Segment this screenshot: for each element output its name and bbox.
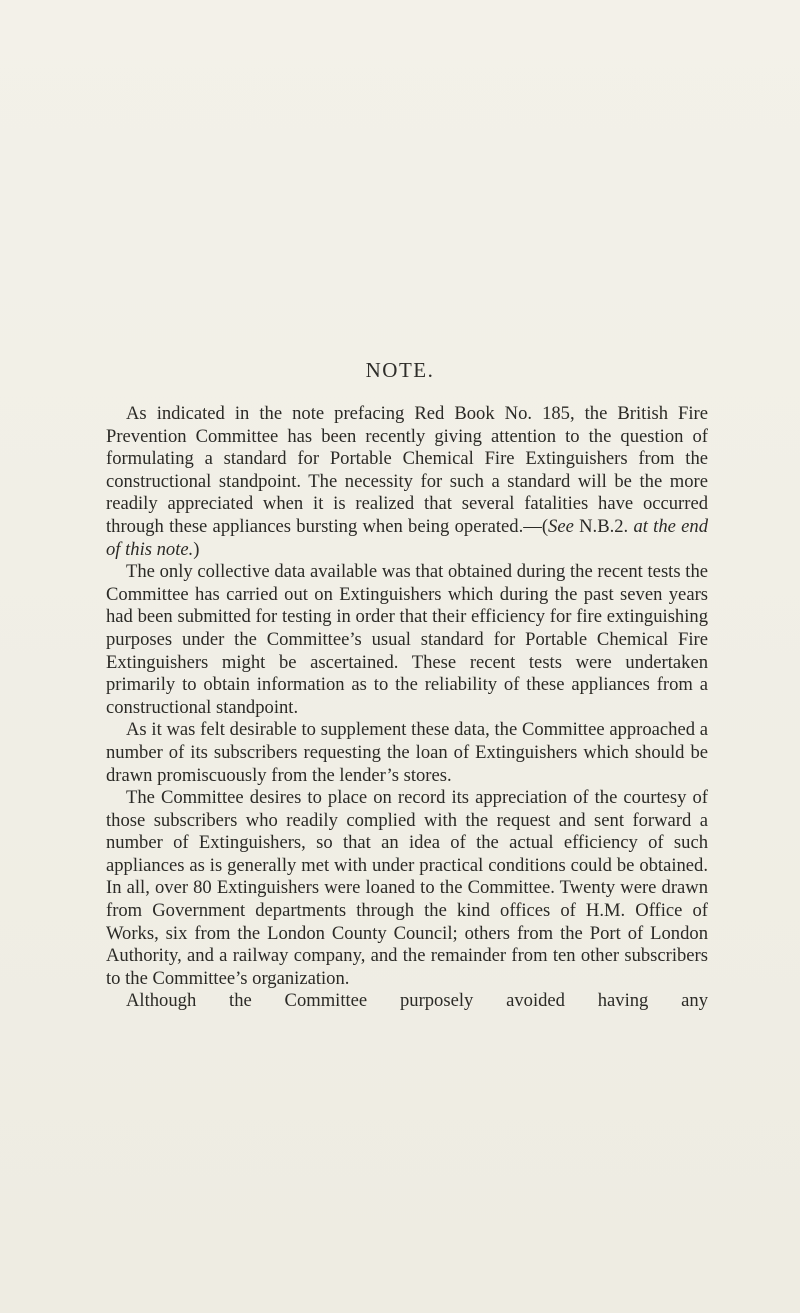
nb-reference: N.B.2. <box>573 515 634 537</box>
reference-note: at the end of this note. <box>106 515 708 560</box>
see-reference: See <box>548 515 574 537</box>
paragraph-3: As it was felt desirable to supplement these data, the Committee approached a number of its subscribers requesting the loan of Extinguishers which should be drawn promiscuously from the lender’s stores. <box>106 719 708 786</box>
paragraph-4: The Committee desires to place on record its appreciation of the courtesy of those subscribers who readily complied with the request and sent forward a number of Extinguishers, so that an idea of the actual efficiency of such appliances as is generally met with under practical conditions could be obtained. In all, over 80 Extinguishers were loaned to the Committee. Twenty were drawn from Government departments through the kind offices of H.M. Office of Works, six from the London County Council; others from the Port of London Authority, and a railway company, and the remainder from ten other subscribers to the Committee’s organization. <box>106 787 708 989</box>
note-body <box>106 403 708 1013</box>
paragraph-1-text: As indicated in the note prefacing Red Book No. 185, the British Fire Prevention Committee has been recently giving attention to the question of formulating a standard for Portable Chemical Fire Extinguishers from the constructional standpoint. The necessity for such a standard will be the more readily appreciated when it is realized that several fatalities have occurred through these appliances bursting when being operated.—( <box>106 403 708 537</box>
page-heading: NOTE. <box>365 358 435 382</box>
paragraph-1 <box>106 403 708 561</box>
paragraph-2: The only collective data available was that obtained during the recent tests the Committee has carried out on Extinguishers which during the past seven years had been submitted for testing in order that their efficiency for fire extinguishing purposes under the Committee’s usual standard for Portable Chemical Fire Extinguishers might be ascertained. These recent tests were undertaken primarily to obtain information as to the reliability of these appliances from a constructional standpoint. <box>106 561 708 718</box>
paragraph-5: Although the Committee purposely avoided having any <box>126 990 708 1012</box>
closing-paren: ) <box>193 538 200 560</box>
